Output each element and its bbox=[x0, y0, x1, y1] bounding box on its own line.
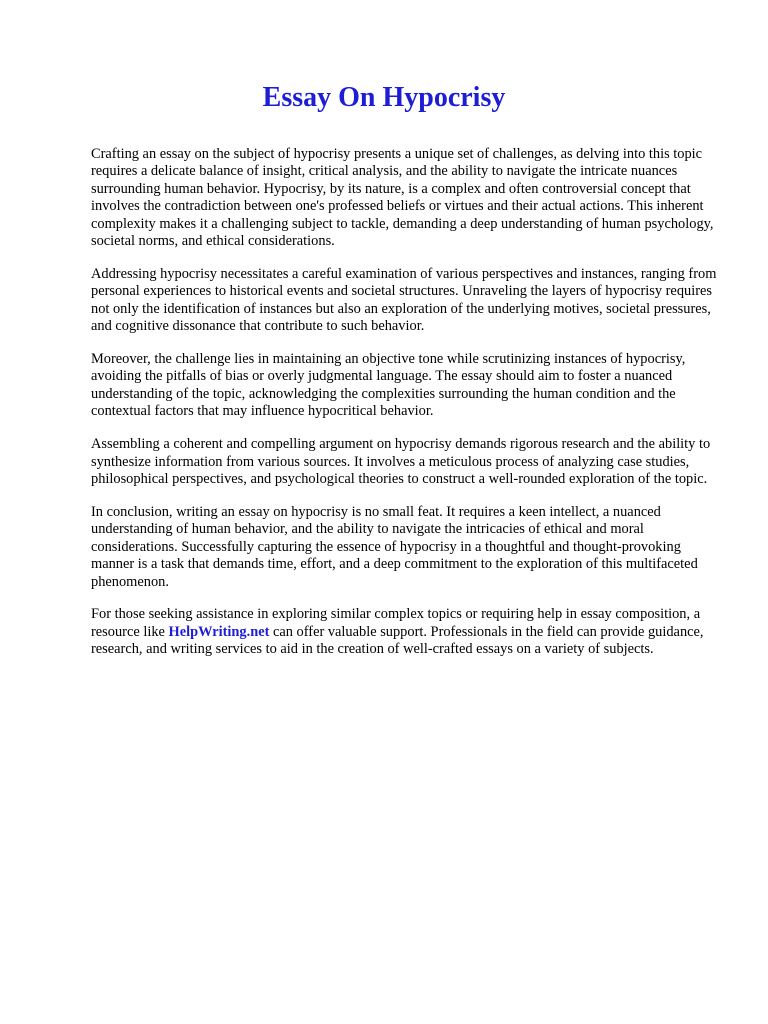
paragraph-4: Assembling a coherent and compelling argument on hypocrisy demands rigorous research and the ability to synthesize information from various sources. It involves a meticulous process of analyzing case studies, philosophical perspectives, and psychological theories to construct a well-rounded exploration of the topic. bbox=[91, 436, 711, 487]
paragraph-3: Moreover, the challenge lies in maintaining an objective tone while scrutinizing instances of hypocrisy, avoiding the pitfalls of bias or overly judgmental language. The essay should aim to foster a nuanced understanding of the topic, acknowledging the complexities surrounding the human condition and the contextual factors that may influence hypocritical behavior. bbox=[91, 351, 686, 420]
paragraph-5: In conclusion, writing an essay on hypocrisy is no small feat. It requires a keen intellect, a nuanced understanding of human behavior, and the ability to navigate the intricacies of ethical and moral considerations. Successfully capturing the essence of hypocrisy in a thoughtful and thought-provoking manner is a task that demands time, effort, and a deep commitment to the exploration of this multifaceted phenomenon. bbox=[91, 503, 698, 590]
essay-body bbox=[91, 146, 723, 674]
closing-text-after-link: can offer valuable support. Professionals in the field can provide guidance, research, and writing services to aid in the creation of well-crafted essays on a variety of subjects. bbox=[91, 623, 704, 658]
paragraph-1: Crafting an essay on the subject of hypocrisy presents a unique set of challenges, as delving into this topic requires a delicate balance of insight, critical analysis, and the ability to navigate the intricate nuances surrounding human behavior. Hypocrisy, by its nature, is a complex and often controversial concept that involves the contradiction between one's professed beliefs or virtues and their actual actions. This inherent complexity makes it a challenging subject to tackle, demanding a deep understanding of human psychology, societal norms, and ethical considerations. bbox=[91, 146, 714, 250]
paragraph-2: Addressing hypocrisy necessitates a careful examination of various perspectives and instances, ranging from personal experiences to historical events and societal structures. Unraveling the layers of hypocrisy requires not only the identification of instances but also an exploration of the underlying motives, societal pressures, and cognitive dissonance that contribute to such behavior. bbox=[91, 265, 717, 335]
closing-text-before-link: For those seeking assistance in exploring similar complex topics or requiring help in essay composition, a resource like bbox=[91, 606, 701, 640]
paragraph-6-closing bbox=[91, 606, 723, 658]
helpwriting-link[interactable]: HelpWriting.net bbox=[168, 623, 270, 640]
page-title: Essay On Hypocrisy bbox=[262, 82, 506, 113]
